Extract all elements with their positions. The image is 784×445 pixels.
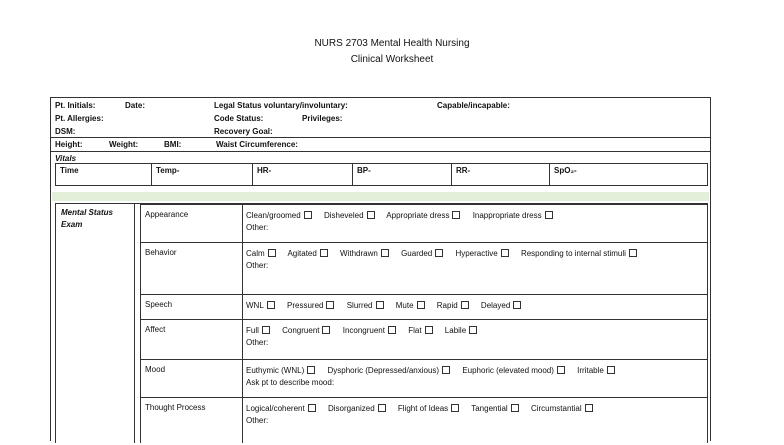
vitals-time[interactable]: Time xyxy=(60,166,79,175)
mse-row-behavior xyxy=(140,242,707,295)
option-guarded[interactable]: Guarded xyxy=(401,249,443,258)
mse-row-thought-process xyxy=(140,397,707,445)
option-mute[interactable]: Mute xyxy=(396,301,425,310)
option-agitated[interactable]: Agitated xyxy=(287,249,327,258)
option-appropriate-dress[interactable]: Appropriate dress xyxy=(386,211,460,220)
option-inappropriate-dress[interactable]: Inappropriate dress xyxy=(473,211,553,220)
option-logical-coherent[interactable]: Logical/coherent xyxy=(246,404,316,413)
code-status-field[interactable]: Code Status: xyxy=(214,114,264,123)
checkbox-icon[interactable] xyxy=(378,404,386,412)
other-field[interactable]: Other: xyxy=(246,261,269,270)
mse-row-appearance xyxy=(140,204,707,243)
checkbox-icon[interactable] xyxy=(511,404,519,412)
checkbox-icon[interactable] xyxy=(308,404,316,412)
option-hyperactive[interactable]: Hyperactive xyxy=(455,249,508,258)
option-labile[interactable]: Labile xyxy=(445,326,477,335)
vitals-spo2[interactable]: SpO₂- xyxy=(554,166,577,175)
checkbox-icon[interactable] xyxy=(442,366,450,374)
option-disheveled[interactable]: Disheveled xyxy=(324,211,375,220)
mse-row-mood xyxy=(140,359,707,398)
pt-initials-field[interactable]: Pt. Initials: xyxy=(55,101,96,110)
option-withdrawn[interactable]: Withdrawn xyxy=(340,249,389,258)
option-responding-internal-stimuli[interactable]: Responding to internal stimuli xyxy=(521,249,637,258)
option-wnl[interactable]: WNL xyxy=(246,301,275,310)
checkbox-icon[interactable] xyxy=(417,301,425,309)
checkbox-icon[interactable] xyxy=(267,301,275,309)
checkbox-icon[interactable] xyxy=(461,301,469,309)
checkbox-icon[interactable] xyxy=(367,211,375,219)
section-separator xyxy=(52,192,709,201)
option-pressured[interactable]: Pressured xyxy=(287,301,334,310)
checkbox-icon[interactable] xyxy=(304,211,312,219)
option-tangential[interactable]: Tangential xyxy=(471,404,518,413)
divider xyxy=(51,137,710,138)
checkbox-icon[interactable] xyxy=(513,301,521,309)
checkbox-icon[interactable] xyxy=(320,249,328,257)
other-field[interactable]: Other: xyxy=(246,223,269,232)
row-label: Speech xyxy=(145,300,173,309)
row-label: Behavior xyxy=(145,248,177,257)
legal-status-field[interactable]: Legal Status voluntary/involuntary: xyxy=(214,101,348,110)
option-flat[interactable]: Flat xyxy=(408,326,432,335)
vitals-label: Vitals xyxy=(55,154,77,163)
weight-field[interactable]: Weight: xyxy=(109,140,139,149)
vitals-temp[interactable]: Temp- xyxy=(156,166,180,175)
mental-status-exam xyxy=(55,203,708,443)
checkbox-icon[interactable] xyxy=(585,404,593,412)
option-euthymic[interactable]: Euthymic (WNL) xyxy=(246,366,315,375)
option-circumstantial[interactable]: Circumstantial xyxy=(531,404,593,413)
checkbox-icon[interactable] xyxy=(262,326,270,334)
checkbox-icon[interactable] xyxy=(425,326,433,334)
vitals-hr[interactable]: HR- xyxy=(257,166,272,175)
height-field[interactable]: Height: xyxy=(55,140,83,149)
pt-allergies-field[interactable]: Pt. Allergies: xyxy=(55,114,104,123)
option-irritable[interactable]: Irritable xyxy=(577,366,615,375)
option-delayed[interactable]: Delayed xyxy=(481,301,521,310)
option-rapid[interactable]: Rapid xyxy=(437,301,469,310)
bmi-field[interactable]: BMI: xyxy=(164,140,182,149)
checkbox-icon[interactable] xyxy=(545,211,553,219)
checkbox-icon[interactable] xyxy=(469,326,477,334)
option-flight-of-ideas[interactable]: Flight of Ideas xyxy=(398,404,459,413)
option-dysphoric[interactable]: Dysphoric (Depressed/anxious) xyxy=(327,366,450,375)
recovery-goal-field[interactable]: Recovery Goal: xyxy=(214,127,273,136)
option-calm[interactable]: Calm xyxy=(246,249,276,258)
mse-row-affect xyxy=(140,319,707,360)
worksheet-form xyxy=(50,97,711,441)
checkbox-icon[interactable] xyxy=(381,249,389,257)
checkbox-icon[interactable] xyxy=(322,326,330,334)
checkbox-icon[interactable] xyxy=(629,249,637,257)
other-field[interactable]: Other: xyxy=(246,416,269,425)
checkbox-icon[interactable] xyxy=(376,301,384,309)
checkbox-icon[interactable] xyxy=(388,326,396,334)
checkbox-icon[interactable] xyxy=(326,301,334,309)
capable-field[interactable]: Capable/incapable: xyxy=(437,101,510,110)
date-field[interactable]: Date: xyxy=(125,101,146,110)
checkbox-icon[interactable] xyxy=(452,211,460,219)
worksheet-subtitle: Clinical Worksheet xyxy=(350,54,434,65)
vitals-bp[interactable]: BP- xyxy=(357,166,371,175)
checkbox-icon[interactable] xyxy=(451,404,459,412)
checkbox-icon[interactable] xyxy=(501,249,509,257)
checkbox-icon[interactable] xyxy=(268,249,276,257)
row-label: Affect xyxy=(145,325,166,334)
divider xyxy=(51,151,710,152)
checkbox-icon[interactable] xyxy=(435,249,443,257)
row-label: Appearance xyxy=(145,210,189,219)
row-label: Mood xyxy=(145,365,166,374)
worksheet-title: NURS 2703 Mental Health Nursing xyxy=(314,38,470,49)
checkbox-icon[interactable] xyxy=(557,366,565,374)
option-clean-groomed[interactable]: Clean/groomed xyxy=(246,211,312,220)
other-field[interactable]: Other: xyxy=(246,338,269,347)
mse-row-speech xyxy=(140,294,707,320)
mse-label: Mental Status Exam xyxy=(61,208,114,229)
describe-mood-field[interactable]: Ask pt to describe mood: xyxy=(246,378,335,387)
option-full[interactable]: Full xyxy=(246,326,270,335)
option-incongruent[interactable]: Incongruent xyxy=(343,326,396,335)
vitals-rr[interactable]: RR- xyxy=(456,166,471,175)
checkbox-icon[interactable] xyxy=(607,366,615,374)
dsm-field[interactable]: DSM: xyxy=(55,127,76,136)
row-label: Thought Process xyxy=(145,403,206,412)
option-disorganized[interactable]: Disorganized xyxy=(328,404,386,413)
option-congruent[interactable]: Congruent xyxy=(282,326,330,335)
vitals-table xyxy=(55,163,708,186)
privileges-field[interactable]: Privileges: xyxy=(302,114,343,123)
waist-field[interactable]: Waist Circumference: xyxy=(216,140,298,149)
option-euphoric[interactable]: Euphoric (elevated mood) xyxy=(462,366,565,375)
checkbox-icon[interactable] xyxy=(307,366,315,374)
option-slurred[interactable]: Slurred xyxy=(347,301,384,310)
